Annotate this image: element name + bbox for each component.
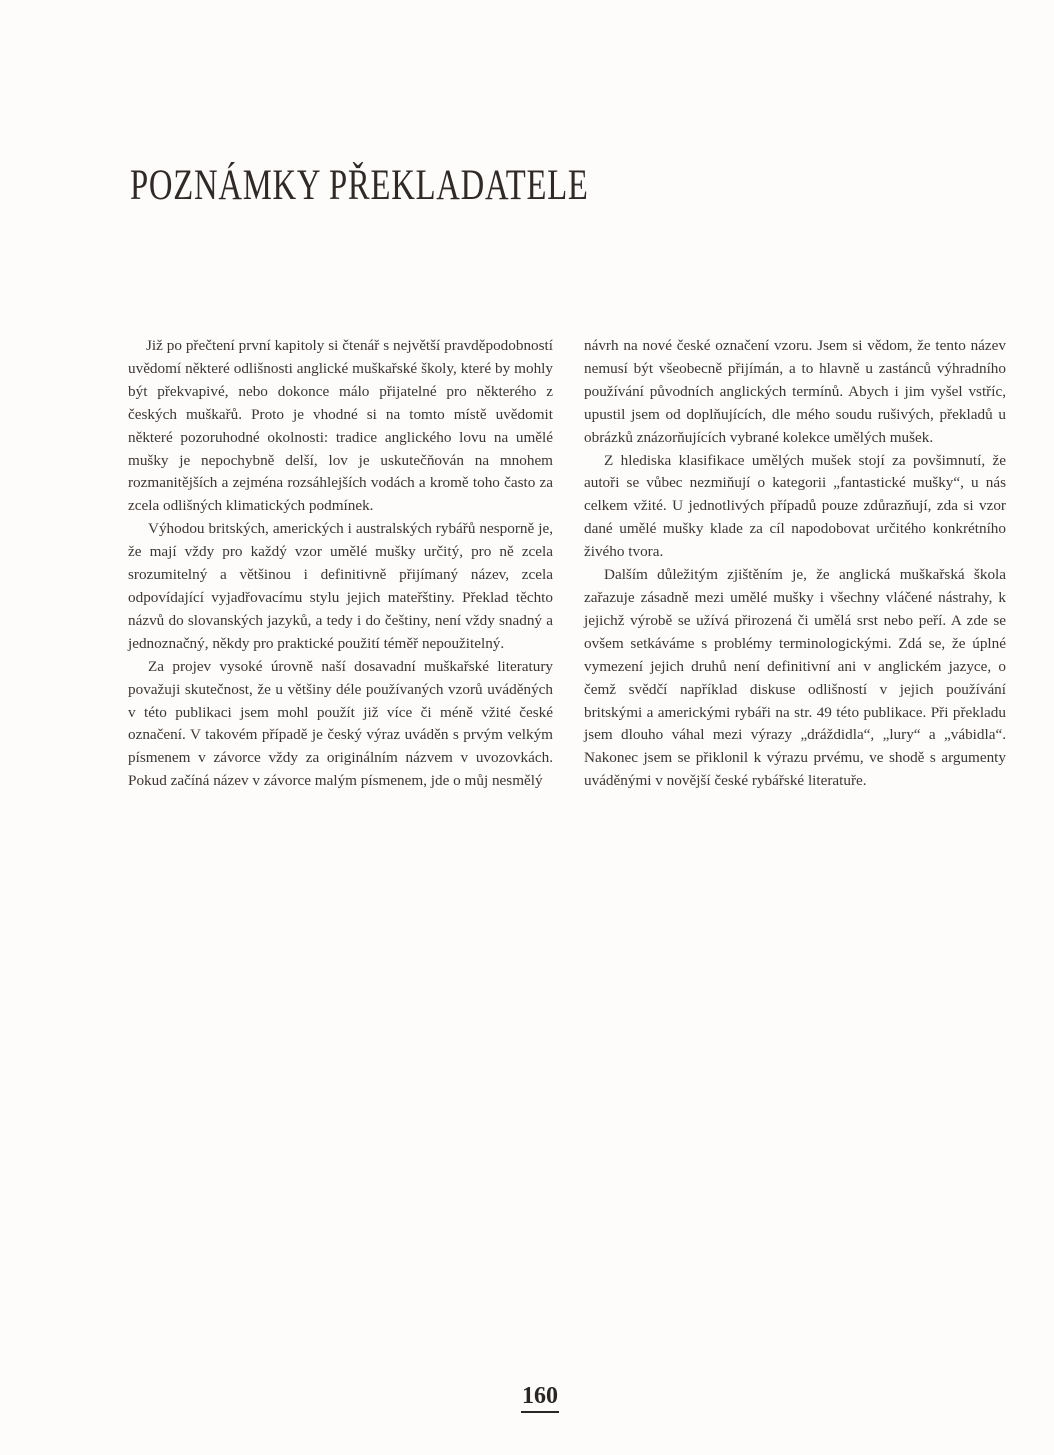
paragraph: Z hlediska klasifikace umělých mušek stojí za povšimnutí, že autoři se vůbec nezmiňují o kategorii „fantastické mušky“, u nás celkem vžité. U jednotlivých případů pouze zdůrazňují, zda si vzor dané umělé mušky klade za cíl napodobovat určitého konkrétního živého tvora. [584,451,1006,561]
page-number-container [0,1383,1054,1413]
paragraph: Za projev vysoké úrovně naší dosavadní muškařské literatury považuji skutečnost, že u většiny déle používaných vzorů uváděných v této publikaci jsem mohl použít již více či méně vžité české označení. V takovém případě je český výraz uváděn s prvým velkým písmenem v závorce vždy za originálním názvem v uvozovkách. Pokud začíná název v závorce malým písmenem, jde o můj nesmělý [128,657,553,790]
paragraph: Dalším důležitým zjištěním je, že anglická muškařská škola zařazuje zásadně mezi umělé mušky i všechny vláčené nástrahy, k jejichž výrobě se užívá přirozená či umělá srst nebo peří. A zde se ovšem setkáváme s problémy terminologickými. Zdá se, že úplné vymezení jejich druhů není definitivní ani v anglickém jazyce, o čemž svědčí například diskuse odlišností v jejich používání britskými a americkými rybáři na str. 49 této publikace. Při překladu jsem dlouho váhal mezi výrazy „dráždidla“, „lury“ a „vábidla“. Nakonec jsem se přiklonil k výrazu prvému, ve shodě s argumenty uváděnými v novější české rybářské literatuře. [584,566,1006,790]
text-column-left [128,335,553,793]
page-title: POZNÁMKY PŘEKLADATELE [130,162,589,209]
paragraph-continued: návrh na nové české označení vzoru. Jsem si vědom, že tento název nemusí být všeobecně přijímán, a to hlavně u zastánců výhradního používání původních anglických termínů. Abych i jim vyšel vstříc, upustil jsem od doplňujících, dle mého soudu rušivých, překladů u obrázků znázorňujících vybrané kolekce umělých mušek. [584,337,1006,446]
paragraph: Již po přečtení první kapitoly si čtenář s největší pravděpodobností uvědomí některé odlišnosti anglické muškařské školy, které by mohly být překvapivé, nebo dokonce málo přijatelné pro některého z českých muškařů. Proto je vhodné si na tomto místě uvědomit některé pozoruhodné okolnosti: tradice anglického lovu na umělé mušky je nepochybně delší, lov je uskutečňován na mnohem rozmanitějších a zejména rozsáhlejších vodách a kromě toho často za zcela odlišných klimatických podmínek. [128,337,553,515]
paragraph: Výhodou britských, amerických i australských rybářů nesporně je, že mají vždy pro každý vzor umělé mušky určitý, pro ně zcela srozumitelný a většinou i definitivně přijímaný název, zcela odpovídající vyjadřovacímu stylu jejich mateřštiny. Překlad těchto názvů do slovanských jazyků, a tedy i do češtiny, není vždy snadný a jednoznačný, někdy pro praktické použití téměř nepoužitelný. [128,520,553,652]
page-number: 160 [521,1383,559,1413]
text-column-right [584,335,1006,793]
